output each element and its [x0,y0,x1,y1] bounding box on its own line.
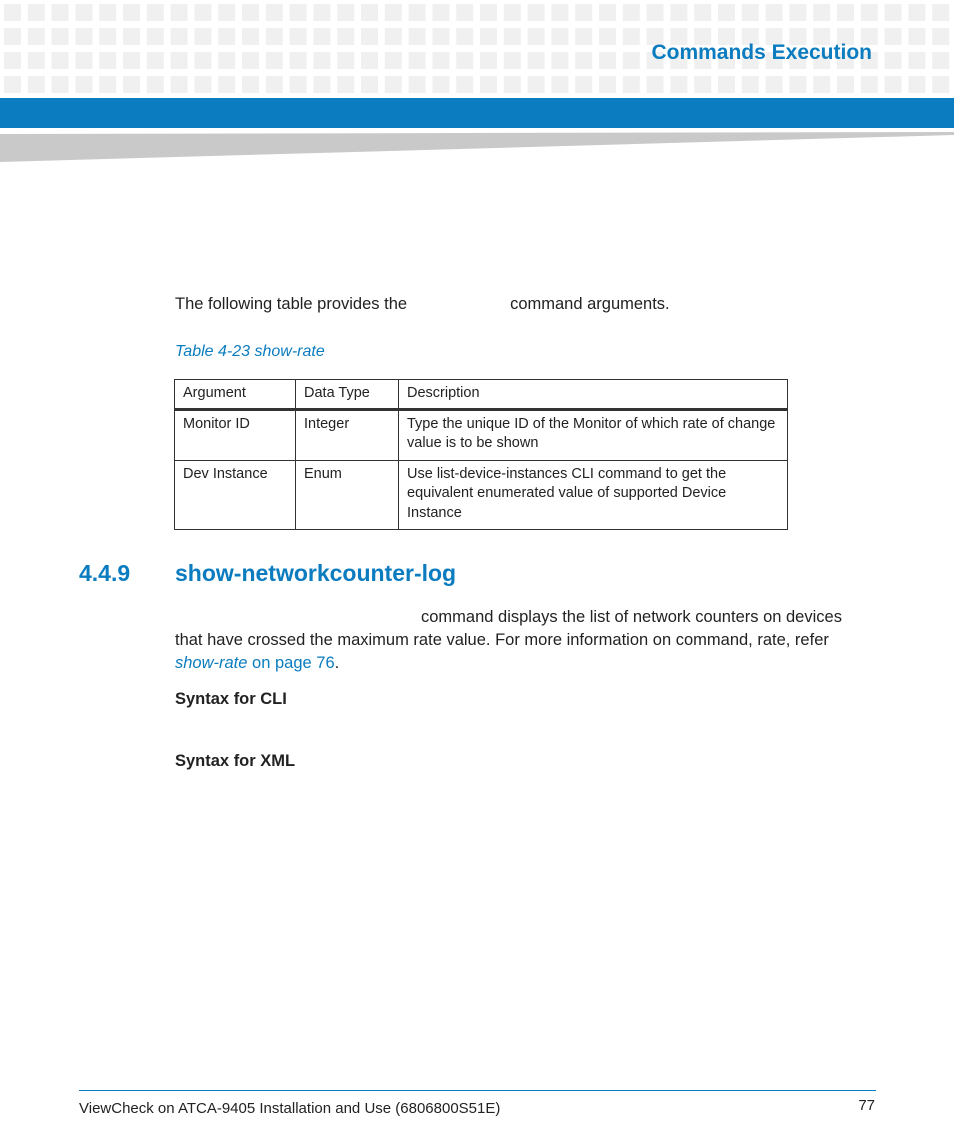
header-tile [385,76,402,93]
header-tile [480,52,497,69]
header-tile [218,28,235,45]
header-tile [551,28,568,45]
header-tile [837,76,854,93]
header-tile [28,4,45,21]
syntax-cli-heading: Syntax for CLI [175,690,287,708]
header-tile [28,76,45,93]
header-tile [528,52,545,69]
header-tile [885,76,902,93]
header-tile [385,52,402,69]
header-tile [908,4,925,21]
header-tile [599,28,616,45]
header-tile [290,76,307,93]
header-tile [409,52,426,69]
header-tile [361,4,378,21]
header-tile [242,52,259,69]
header-tile [147,52,164,69]
header-tile [813,4,830,21]
header-tile [885,4,902,21]
header-tile [861,4,878,21]
header-tile [670,76,687,93]
header-tile [647,76,664,93]
header-tile [504,76,521,93]
header-tile [147,4,164,21]
header-tile [623,4,640,21]
header-tile [337,28,354,45]
header-tile [766,4,783,21]
header-tile [28,28,45,45]
header-tile [75,28,92,45]
header-tile [575,52,592,69]
header-tile [266,4,283,21]
header-tile [575,28,592,45]
footer-rule [79,1090,876,1091]
table-row [175,460,788,530]
header-tile [28,52,45,69]
header-tile [432,76,449,93]
header-tile [742,76,759,93]
header-tile [171,76,188,93]
header-tile [75,52,92,69]
header-tile [4,52,21,69]
header-gray-swoosh [0,128,954,164]
header-tile [528,28,545,45]
header-tile [504,4,521,21]
header-tile [718,4,735,21]
header-tile [313,52,330,69]
header-tile [52,52,69,69]
header-tile [99,4,116,21]
table-caption: Table 4-23 show-rate [175,343,325,360]
header-tile [290,52,307,69]
header-tile [99,76,116,93]
table-header-row [175,380,788,410]
header-tile [908,28,925,45]
header-tile [504,52,521,69]
header-tile [99,52,116,69]
header-tile [266,28,283,45]
header-tile [218,52,235,69]
header-tile [623,52,640,69]
header-tile [313,76,330,93]
header-tile [647,4,664,21]
header-tile [861,76,878,93]
header-tile [670,4,687,21]
header-tile [99,28,116,45]
header-tile [789,4,806,21]
header-tile [456,28,473,45]
header-tile [194,76,211,93]
paragraph-text: command displays the list of network counters on devices that have crossed the maximum rate value. For more information on command, rate, refer [175,608,842,649]
header-tile [52,4,69,21]
intro-suffix: command arguments. [510,295,670,313]
header-tile [266,76,283,93]
header-tile [575,4,592,21]
header-tile [194,28,211,45]
header-tile [385,4,402,21]
header-tile [456,76,473,93]
page-number: 77 [858,1097,875,1114]
header-tile [528,76,545,93]
header-tile [123,76,140,93]
header-tile [885,28,902,45]
header-tile [837,4,854,21]
header-tile [694,76,711,93]
header-tile [290,28,307,45]
header-tile [337,76,354,93]
header-tile [337,4,354,21]
header-tile [718,76,735,93]
intro-prefix: The following table provides the [175,295,408,313]
header-tile [194,52,211,69]
header-tile [313,28,330,45]
header-tile [908,76,925,93]
header-tile [409,28,426,45]
header-tile [194,4,211,21]
header-tile [551,52,568,69]
syntax-xml-heading: Syntax for XML [175,752,296,770]
header-tile [123,28,140,45]
header-tile [147,76,164,93]
table-cell: Type the unique ID of the Monitor of which rate of change value is to be shown [399,409,788,460]
header-tile [147,28,164,45]
header-tile [528,4,545,21]
header-tile [52,76,69,93]
column-header: Data Type [296,380,399,410]
header-tile [694,4,711,21]
arguments-table [174,379,788,530]
intro-paragraph [175,293,795,316]
show-rate-link[interactable] [175,654,335,672]
header-tile [432,52,449,69]
header-tile [171,28,188,45]
header-tile [75,4,92,21]
link-page-ref: on page 76 [247,654,335,672]
header-tile [123,52,140,69]
section-paragraph [175,606,865,675]
link-command-name: show-rate [175,654,248,672]
header-tile [551,4,568,21]
header-tile [599,4,616,21]
header-tile [4,76,21,93]
header-tile [932,76,949,93]
header-tile [623,76,640,93]
table-row [175,409,788,460]
header-tile [171,52,188,69]
header-tile [218,76,235,93]
header-tile [932,4,949,21]
table-cell: Enum [296,460,399,530]
header-tile [4,28,21,45]
header-tile [480,28,497,45]
table-cell: Integer [296,409,399,460]
header-tile [361,76,378,93]
header-tile [409,4,426,21]
header-tile [337,52,354,69]
header-tile [456,52,473,69]
header-tile [242,28,259,45]
section-number: 4.4.9 [79,560,131,586]
header-tile [599,76,616,93]
header-blue-band [0,98,954,128]
paragraph-end: . [334,654,340,672]
header-tile [908,52,925,69]
column-header: Argument [175,380,296,410]
header-tile [932,28,949,45]
table-cell: Dev Instance [175,460,296,530]
header-tile [456,4,473,21]
column-header: Description [399,380,788,410]
header-tile [409,76,426,93]
header-tile [575,76,592,93]
header-tile [242,76,259,93]
header-tile [480,4,497,21]
header-tile [361,52,378,69]
header-tile [504,28,521,45]
header-tile [432,4,449,21]
header-tile [385,28,402,45]
running-header: Commands Execution [651,41,872,64]
header-tile [766,76,783,93]
header-tile [75,76,92,93]
header-tile [432,28,449,45]
header-tile [932,52,949,69]
header-tile [313,4,330,21]
header-tile [123,4,140,21]
section-title: show-networkcounter-log [175,560,457,586]
footer-document-title: ViewCheck on ATCA-9405 Installation and Use (6806800S51E) [79,1100,501,1117]
header-tile [218,4,235,21]
header-tile [885,52,902,69]
header-tile [789,76,806,93]
header-tile [266,52,283,69]
header-tile [480,76,497,93]
header-tile [52,28,69,45]
header-tile [242,4,259,21]
header-tile [623,28,640,45]
header-tile [813,76,830,93]
table-cell: Monitor ID [175,409,296,460]
header-tile [171,4,188,21]
header-tile [290,4,307,21]
header-tile [551,76,568,93]
header-tile [4,4,21,21]
header-tile [361,28,378,45]
header-tile [742,4,759,21]
table-cell: Use list-device-instances CLI command to get the equivalent enumerated value of supported Device Instance [399,460,788,530]
header-tile [599,52,616,69]
